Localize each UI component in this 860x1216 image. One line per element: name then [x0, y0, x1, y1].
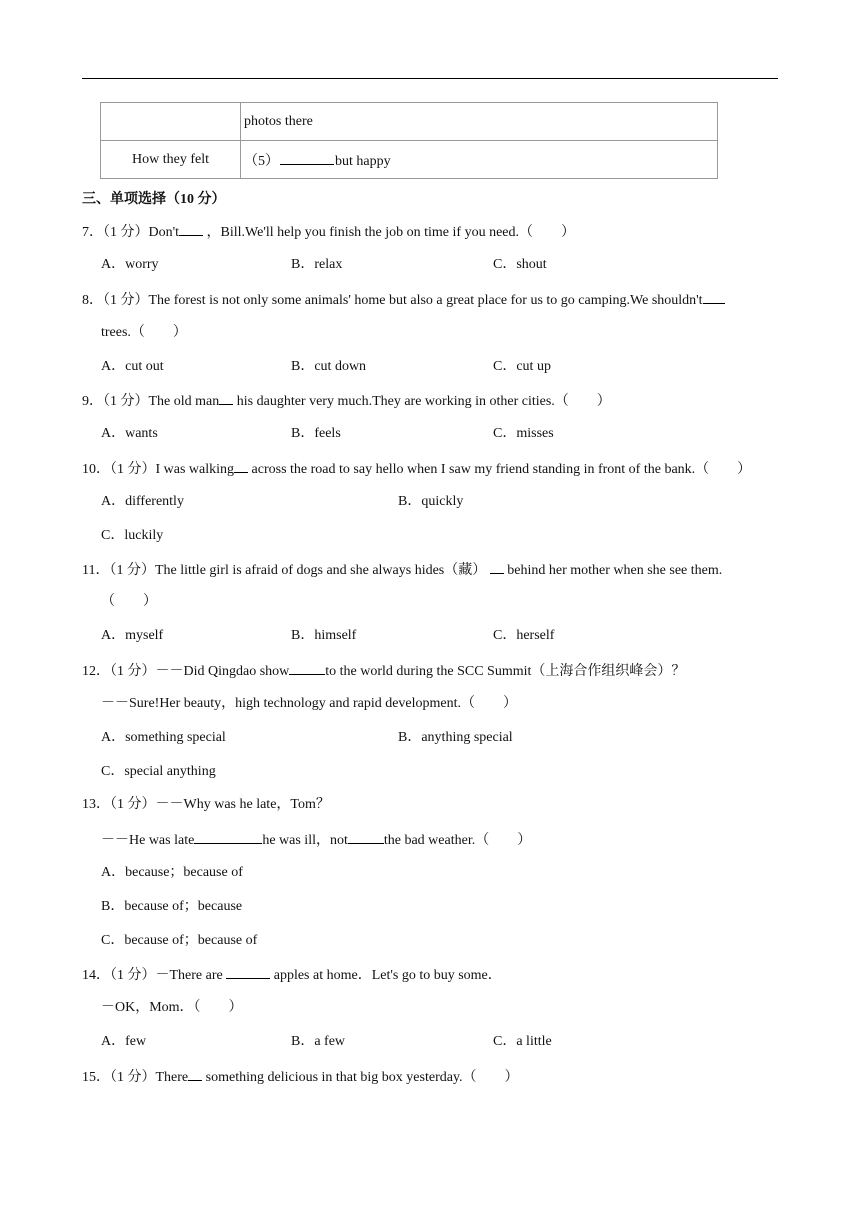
- question-13: 13．（1 分）－－Why was he late，Tom？: [82, 797, 330, 812]
- option-c[interactable]: C．herself: [493, 628, 555, 643]
- table-cell-value: [241, 141, 718, 179]
- option-c[interactable]: C．luckily: [101, 528, 164, 543]
- reply-part: he was ill，not: [262, 833, 348, 848]
- answer-blank: [219, 391, 233, 405]
- question-stem: 14．（1 分）－There are: [82, 968, 223, 983]
- answer-blank: [194, 830, 262, 844]
- question-text: behind her mother when she see them.: [507, 563, 723, 578]
- question-text: to the world during the SCC Summit（上海合作组织峰会）？: [325, 664, 686, 679]
- question-text: ，Bill.We'll help you finish the job on time if you need.（ ）: [206, 225, 575, 240]
- info-table: [100, 102, 718, 179]
- option-c[interactable]: C．misses: [493, 426, 554, 441]
- question-12: [82, 661, 685, 681]
- answer-blank: [188, 1067, 202, 1081]
- question-11: [82, 560, 722, 580]
- option-a[interactable]: A．myself: [101, 628, 164, 643]
- header-rule: [82, 78, 778, 79]
- question-8-cont: trees.（ ）: [101, 325, 187, 340]
- question-12-reply: －－Sure!Her beauty，high technology and rapid development.（ ）: [101, 696, 518, 711]
- question-7: [82, 222, 575, 242]
- question-13-reply: [101, 830, 531, 850]
- question-stem: 11．（1 分）The little girl is afraid of dogs and she always hides（藏）: [82, 563, 487, 578]
- option-a[interactable]: A．because；because of: [101, 865, 243, 880]
- question-14: [82, 965, 502, 985]
- answer-blank: [289, 661, 325, 675]
- reply-part: the bad weather.（ ）: [383, 833, 532, 848]
- question-11-cont: （ ）: [101, 594, 157, 609]
- answer-blank: [348, 830, 384, 844]
- answer-blank: [226, 965, 270, 979]
- question-8: [82, 290, 725, 310]
- option-a[interactable]: A．worry: [101, 257, 159, 272]
- option-b[interactable]: B．feels: [291, 426, 341, 441]
- option-c[interactable]: C．a little: [493, 1034, 552, 1049]
- question-10: [82, 459, 751, 479]
- table-row: [101, 141, 718, 179]
- option-a[interactable]: A．something special: [101, 730, 226, 745]
- section-title: 三、单项选择（10 分）: [82, 192, 226, 207]
- option-b[interactable]: B．anything special: [398, 730, 513, 745]
- option-b[interactable]: B．quickly: [398, 494, 464, 509]
- option-b[interactable]: B．relax: [291, 257, 343, 272]
- option-a[interactable]: A．wants: [101, 426, 158, 441]
- question-stem: 12．（1 分）－－Did Qingdao show: [82, 664, 290, 679]
- answer-blank: [703, 290, 725, 304]
- reply-part: －－He was late: [101, 833, 195, 848]
- table-row: [101, 103, 718, 141]
- table-cell-label: How they felt: [101, 141, 241, 179]
- answer-blank: [179, 222, 203, 236]
- option-a[interactable]: A．few: [101, 1034, 147, 1049]
- question-stem: 8．（1 分）The forest is not only some animals' home but also a great place for us to go camping.We shouldn't: [82, 293, 703, 308]
- question-14-reply: －OK，Mom．（ ）: [101, 1000, 243, 1015]
- question-text: across the road to say hello when I saw my friend standing in front of the bank.（ ）: [251, 462, 752, 477]
- cell-suffix: but happy: [335, 153, 391, 169]
- question-stem: 10．（1 分）I was walking: [82, 462, 235, 477]
- option-c[interactable]: C．special anything: [101, 764, 216, 779]
- option-b[interactable]: B．cut down: [291, 359, 367, 374]
- table-cell-label: [101, 103, 241, 141]
- answer-blank: [234, 459, 248, 473]
- option-c[interactable]: C．shout: [493, 257, 547, 272]
- question-stem: 15．（1 分）There: [82, 1070, 189, 1085]
- answer-blank: [490, 560, 504, 574]
- answer-blank: [280, 152, 334, 165]
- question-stem: 7．（1 分）Don't: [82, 225, 180, 240]
- option-c[interactable]: C．cut up: [493, 359, 551, 374]
- option-b[interactable]: B．because of；because: [101, 899, 243, 914]
- option-c[interactable]: C．because of；because of: [101, 933, 258, 948]
- question-15: [82, 1067, 519, 1087]
- question-text: his daughter very much.They are working in other cities.（ ）: [236, 394, 611, 409]
- option-b[interactable]: B．himself: [291, 628, 357, 643]
- blank-number: （5）: [244, 153, 279, 169]
- question-stem: 9．（1 分）The old man: [82, 394, 220, 409]
- table-cell-value: photos there: [241, 103, 718, 141]
- option-a[interactable]: A．differently: [101, 494, 184, 509]
- question-9: [82, 391, 611, 411]
- option-b[interactable]: B．a few: [291, 1034, 346, 1049]
- question-text: apples at home．Let's go to buy some．: [273, 968, 502, 983]
- question-text: something delicious in that big box yesterday.（ ）: [205, 1070, 519, 1085]
- option-a[interactable]: A．cut out: [101, 359, 164, 374]
